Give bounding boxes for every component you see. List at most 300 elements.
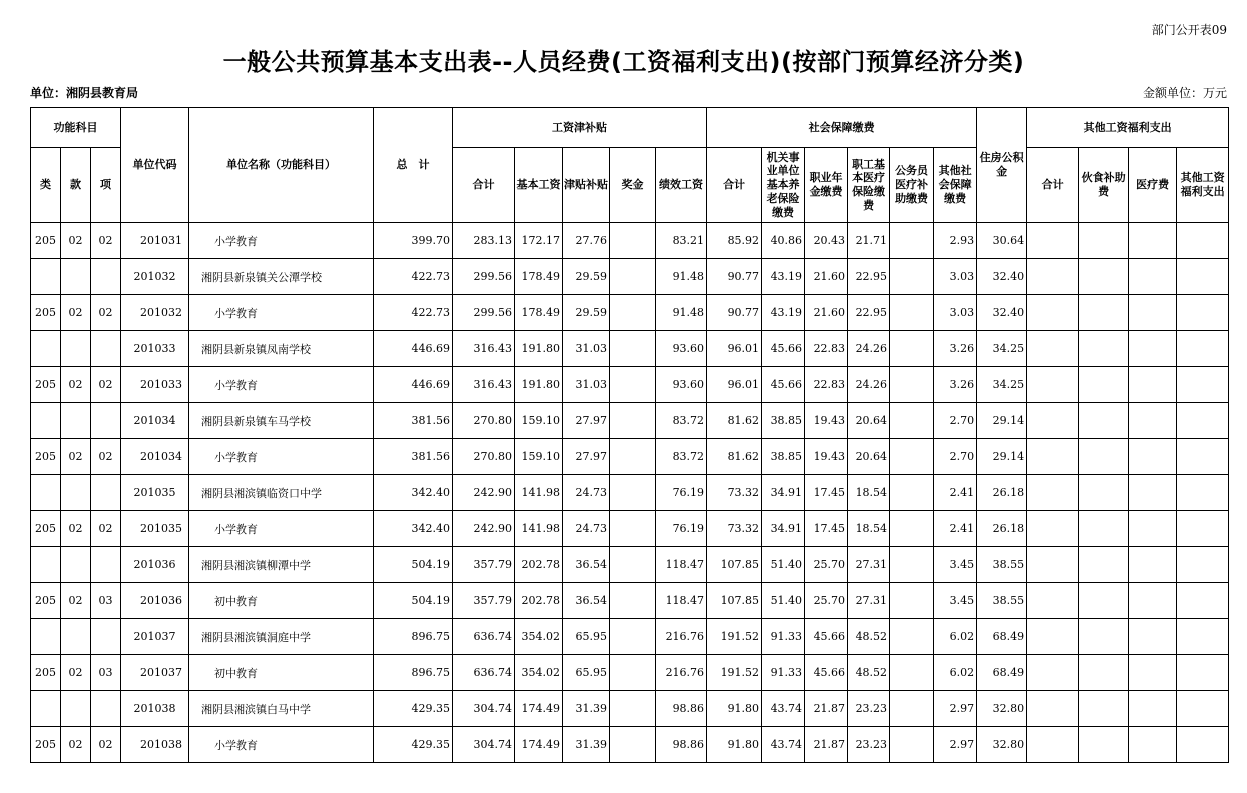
cell-unit-name: 湘阴县湘滨镇柳潭中学 [189,547,374,583]
cell-other-social: 6.02 [934,619,977,655]
cell-other-social: 2.97 [934,691,977,727]
cell-total: 399.70 [374,223,453,259]
header-annuity: 职业年金缴费 [805,148,848,223]
cell-kuan: 02 [61,367,91,403]
cell-unit-name: 湘阴县新泉镇凤南学校 [189,331,374,367]
cell-basic-wage: 174.49 [515,691,563,727]
cell-allowance: 24.73 [563,511,610,547]
cell-meal [1079,223,1129,259]
cell-pension: 38.85 [762,439,805,475]
cell-other-total [1027,439,1079,475]
cell-xiang [91,547,121,583]
table-row [31,691,1229,727]
table-row [31,331,1229,367]
cell-performance: 118.47 [656,547,707,583]
cell-medical: 18.54 [848,511,890,547]
cell-pension: 43.74 [762,691,805,727]
cell-other-welfare [1177,511,1229,547]
cell-basic-wage: 174.49 [515,727,563,763]
cell-civil-medical [890,367,934,403]
cell-other-social: 2.93 [934,223,977,259]
cell-allowance: 31.03 [563,331,610,367]
cell-kuan [61,259,91,295]
cell-xiang [91,475,121,511]
cell-wage-total: 299.56 [453,259,515,295]
cell-other-total [1027,691,1079,727]
cell-medical-fee [1129,655,1177,691]
cell-civil-medical [890,259,934,295]
cell-wage-total: 316.43 [453,367,515,403]
cell-annuity: 45.66 [805,655,848,691]
cell-basic-wage: 159.10 [515,439,563,475]
cell-bonus [610,547,656,583]
cell-other-welfare [1177,583,1229,619]
cell-social-total: 96.01 [707,367,762,403]
cell-lei [31,259,61,295]
cell-other-total [1027,259,1079,295]
header-total: 总 计 [374,108,453,223]
cell-annuity: 21.87 [805,691,848,727]
cell-pension: 38.85 [762,403,805,439]
cell-housing: 68.49 [977,655,1027,691]
cell-meal [1079,655,1129,691]
cell-housing: 32.40 [977,295,1027,331]
cell-other-welfare [1177,727,1229,763]
cell-pension: 43.74 [762,727,805,763]
cell-basic-wage: 202.78 [515,547,563,583]
cell-meal [1079,331,1129,367]
cell-lei [31,619,61,655]
cell-annuity: 45.66 [805,619,848,655]
cell-performance: 76.19 [656,475,707,511]
cell-other-social: 3.03 [934,259,977,295]
cell-xiang: 03 [91,583,121,619]
cell-bonus [610,223,656,259]
cell-bonus [610,511,656,547]
table-row [31,547,1229,583]
cell-bonus [610,295,656,331]
cell-medical-fee [1129,511,1177,547]
cell-other-total [1027,223,1079,259]
cell-medical: 48.52 [848,619,890,655]
header-wage-group: 工资津补贴 [453,108,707,148]
cell-unit-name: 小学教育 [189,295,374,331]
budget-table [30,107,1229,763]
cell-performance: 83.72 [656,439,707,475]
cell-unit-name: 湘阴县新泉镇关公潭学校 [189,259,374,295]
cell-wage-total: 242.90 [453,475,515,511]
cell-meal [1079,259,1129,295]
cell-other-total [1027,727,1079,763]
table-body [31,223,1229,763]
cell-bonus [610,691,656,727]
cell-other-total [1027,367,1079,403]
cell-lei: 205 [31,439,61,475]
cell-pension: 34.91 [762,475,805,511]
cell-unit-code: 201036 [121,583,189,619]
cell-other-total [1027,583,1079,619]
cell-wage-total: 270.80 [453,403,515,439]
cell-bonus [610,655,656,691]
cell-total: 504.19 [374,583,453,619]
cell-unit-name: 小学教育 [189,727,374,763]
cell-other-welfare [1177,691,1229,727]
cell-unit-code: 201038 [121,727,189,763]
cell-wage-total: 304.74 [453,691,515,727]
cell-other-social: 3.26 [934,367,977,403]
cell-other-welfare [1177,439,1229,475]
cell-civil-medical [890,403,934,439]
cell-other-welfare [1177,331,1229,367]
cell-annuity: 25.70 [805,583,848,619]
cell-other-total [1027,475,1079,511]
cell-unit-name: 湘阴县湘滨镇临资口中学 [189,475,374,511]
cell-meal [1079,583,1129,619]
cell-unit-code: 201032 [121,259,189,295]
cell-pension: 43.19 [762,295,805,331]
cell-civil-medical [890,295,934,331]
cell-xiang: 02 [91,439,121,475]
cell-kuan [61,619,91,655]
cell-unit-code: 201035 [121,475,189,511]
cell-other-total [1027,547,1079,583]
cell-allowance: 27.97 [563,439,610,475]
cell-civil-medical [890,439,934,475]
cell-kuan: 02 [61,655,91,691]
cell-other-social: 6.02 [934,655,977,691]
cell-total: 381.56 [374,439,453,475]
cell-pension: 91.33 [762,655,805,691]
cell-total: 446.69 [374,331,453,367]
cell-kuan [61,547,91,583]
cell-social-total: 73.32 [707,511,762,547]
cell-bonus [610,475,656,511]
cell-unit-code: 201031 [121,223,189,259]
cell-bonus [610,259,656,295]
cell-medical: 20.64 [848,439,890,475]
cell-annuity: 22.83 [805,367,848,403]
header-social-group: 社会保障缴费 [707,108,977,148]
table-row [31,259,1229,295]
cell-other-total [1027,403,1079,439]
header-lei: 类 [31,148,61,223]
cell-medical-fee [1129,259,1177,295]
cell-other-social: 3.03 [934,295,977,331]
cell-social-total: 81.62 [707,403,762,439]
cell-medical: 23.23 [848,727,890,763]
cell-social-total: 81.62 [707,439,762,475]
cell-other-social: 2.41 [934,475,977,511]
cell-pension: 40.86 [762,223,805,259]
cell-other-social: 2.70 [934,439,977,475]
cell-xiang: 02 [91,223,121,259]
cell-kuan: 02 [61,295,91,331]
cell-lei: 205 [31,727,61,763]
cell-unit-code: 201037 [121,655,189,691]
cell-civil-medical [890,475,934,511]
header-kuan: 款 [61,148,91,223]
header-housing: 住房公积金 [977,108,1027,223]
cell-lei: 205 [31,583,61,619]
cell-lei [31,691,61,727]
cell-civil-medical [890,547,934,583]
cell-performance: 83.72 [656,403,707,439]
header-medical: 职工基本医疗保险缴费 [848,148,890,223]
cell-allowance: 31.39 [563,727,610,763]
cell-unit-name: 初中教育 [189,655,374,691]
cell-basic-wage: 191.80 [515,331,563,367]
table-row [31,403,1229,439]
cell-unit-name: 湘阴县湘滨镇白马中学 [189,691,374,727]
cell-pension: 43.19 [762,259,805,295]
cell-other-total [1027,511,1079,547]
cell-bonus [610,331,656,367]
cell-bonus [610,439,656,475]
header-bonus: 奖金 [610,148,656,223]
cell-civil-medical [890,727,934,763]
cell-lei [31,403,61,439]
cell-xiang [91,691,121,727]
cell-other-welfare [1177,547,1229,583]
cell-wage-total: 636.74 [453,655,515,691]
cell-meal [1079,403,1129,439]
cell-social-total: 107.85 [707,547,762,583]
cell-civil-medical [890,331,934,367]
cell-basic-wage: 354.02 [515,619,563,655]
header-other-group: 其他工资福利支出 [1027,108,1229,148]
cell-meal [1079,727,1129,763]
header-unit-code: 单位代码 [121,108,189,223]
cell-wage-total: 304.74 [453,727,515,763]
cell-annuity: 21.87 [805,727,848,763]
cell-unit-code: 201035 [121,511,189,547]
table-row [31,439,1229,475]
cell-housing: 34.25 [977,367,1027,403]
cell-other-welfare [1177,223,1229,259]
cell-performance: 216.76 [656,619,707,655]
cell-civil-medical [890,691,934,727]
cell-meal [1079,295,1129,331]
cell-meal [1079,547,1129,583]
cell-other-total [1027,331,1079,367]
table-row [31,619,1229,655]
cell-annuity: 17.45 [805,511,848,547]
cell-performance: 91.48 [656,259,707,295]
cell-pension: 91.33 [762,619,805,655]
cell-basic-wage: 191.80 [515,367,563,403]
header-civil-medical: 公务员医疗补助缴费 [890,148,934,223]
cell-medical: 21.71 [848,223,890,259]
cell-medical: 23.23 [848,691,890,727]
cell-annuity: 19.43 [805,439,848,475]
cell-medical-fee [1129,403,1177,439]
cell-unit-code: 201037 [121,619,189,655]
header-allowance: 津贴补贴 [563,148,610,223]
cell-social-total: 73.32 [707,475,762,511]
cell-lei: 205 [31,223,61,259]
cell-bonus [610,367,656,403]
cell-other-social: 3.45 [934,547,977,583]
cell-other-social: 2.41 [934,511,977,547]
cell-housing: 38.55 [977,583,1027,619]
cell-other-total [1027,619,1079,655]
cell-unit-code: 201036 [121,547,189,583]
cell-civil-medical [890,583,934,619]
cell-annuity: 19.43 [805,403,848,439]
cell-civil-medical [890,511,934,547]
cell-xiang [91,403,121,439]
table-row [31,583,1229,619]
header-func-subject: 功能科目 [31,108,121,148]
cell-other-total [1027,295,1079,331]
cell-bonus [610,727,656,763]
cell-unit-name: 初中教育 [189,583,374,619]
cell-lei: 205 [31,655,61,691]
cell-lei: 205 [31,295,61,331]
cell-pension: 34.91 [762,511,805,547]
cell-total: 342.40 [374,511,453,547]
cell-annuity: 21.60 [805,259,848,295]
cell-total: 504.19 [374,547,453,583]
cell-other-welfare [1177,475,1229,511]
cell-housing: 38.55 [977,547,1027,583]
cell-performance: 83.21 [656,223,707,259]
cell-medical: 48.52 [848,655,890,691]
cell-performance: 98.86 [656,691,707,727]
header-unit-name: 单位名称（功能科目） [189,108,374,223]
cell-kuan [61,403,91,439]
cell-social-total: 107.85 [707,583,762,619]
cell-other-total [1027,655,1079,691]
table-row [31,727,1229,763]
cell-medical: 24.26 [848,331,890,367]
cell-wage-total: 357.79 [453,547,515,583]
cell-housing: 32.80 [977,727,1027,763]
cell-basic-wage: 141.98 [515,475,563,511]
cell-pension: 51.40 [762,583,805,619]
cell-civil-medical [890,223,934,259]
cell-medical-fee [1129,583,1177,619]
cell-allowance: 31.39 [563,691,610,727]
cell-civil-medical [890,619,934,655]
cell-medical: 27.31 [848,583,890,619]
cell-other-social: 2.70 [934,403,977,439]
cell-annuity: 20.43 [805,223,848,259]
header-other-total: 合计 [1027,148,1079,223]
cell-social-total: 96.01 [707,331,762,367]
cell-total: 422.73 [374,295,453,331]
cell-xiang: 02 [91,511,121,547]
cell-allowance: 27.97 [563,403,610,439]
cell-medical-fee [1129,295,1177,331]
cell-bonus [610,403,656,439]
cell-other-social: 2.97 [934,727,977,763]
cell-meal [1079,367,1129,403]
cell-kuan: 02 [61,727,91,763]
cell-basic-wage: 202.78 [515,583,563,619]
cell-performance: 216.76 [656,655,707,691]
cell-total: 896.75 [374,655,453,691]
cell-unit-name: 小学教育 [189,367,374,403]
cell-performance: 118.47 [656,583,707,619]
table-row [31,223,1229,259]
cell-allowance: 65.95 [563,655,610,691]
table-row [31,295,1229,331]
cell-unit-code: 201032 [121,295,189,331]
cell-medical-fee [1129,331,1177,367]
cell-medical-fee [1129,727,1177,763]
cell-medical: 18.54 [848,475,890,511]
cell-unit-name: 小学教育 [189,439,374,475]
cell-allowance: 31.03 [563,367,610,403]
cell-social-total: 191.52 [707,619,762,655]
cell-unit-name: 湘阴县湘滨镇洞庭中学 [189,619,374,655]
cell-pension: 51.40 [762,547,805,583]
cell-housing: 34.25 [977,331,1027,367]
cell-kuan: 02 [61,511,91,547]
cell-performance: 93.60 [656,331,707,367]
cell-allowance: 36.54 [563,547,610,583]
cell-meal [1079,511,1129,547]
cell-basic-wage: 178.49 [515,295,563,331]
cell-housing: 26.18 [977,475,1027,511]
cell-xiang [91,259,121,295]
cell-lei: 205 [31,367,61,403]
cell-wage-total: 283.13 [453,223,515,259]
cell-unit-code: 201033 [121,331,189,367]
cell-medical: 20.64 [848,403,890,439]
cell-performance: 93.60 [656,367,707,403]
cell-wage-total: 316.43 [453,331,515,367]
cell-housing: 29.14 [977,403,1027,439]
cell-wage-total: 357.79 [453,583,515,619]
cell-social-total: 90.77 [707,259,762,295]
cell-annuity: 21.60 [805,295,848,331]
cell-housing: 26.18 [977,511,1027,547]
table-row [31,511,1229,547]
cell-other-welfare [1177,655,1229,691]
cell-other-welfare [1177,295,1229,331]
cell-basic-wage: 159.10 [515,403,563,439]
cell-housing: 32.40 [977,259,1027,295]
cell-unit-code: 201034 [121,403,189,439]
cell-kuan: 02 [61,583,91,619]
header-wage-total: 合计 [453,148,515,223]
cell-meal [1079,475,1129,511]
table-row [31,655,1229,691]
table-header [31,108,1229,223]
cell-kuan: 02 [61,439,91,475]
cell-medical: 27.31 [848,547,890,583]
cell-xiang: 02 [91,295,121,331]
cell-total: 342.40 [374,475,453,511]
cell-unit-code: 201038 [121,691,189,727]
cell-basic-wage: 141.98 [515,511,563,547]
cell-bonus [610,619,656,655]
header-pension: 机关事业单位基本养老保险缴费 [762,148,805,223]
cell-allowance: 29.59 [563,259,610,295]
cell-kuan [61,475,91,511]
cell-total: 429.35 [374,727,453,763]
cell-meal [1079,439,1129,475]
cell-allowance: 36.54 [563,583,610,619]
cell-meal [1079,619,1129,655]
cell-total: 429.35 [374,691,453,727]
cell-medical-fee [1129,691,1177,727]
cell-allowance: 29.59 [563,295,610,331]
cell-lei: 205 [31,511,61,547]
cell-medical-fee [1129,439,1177,475]
